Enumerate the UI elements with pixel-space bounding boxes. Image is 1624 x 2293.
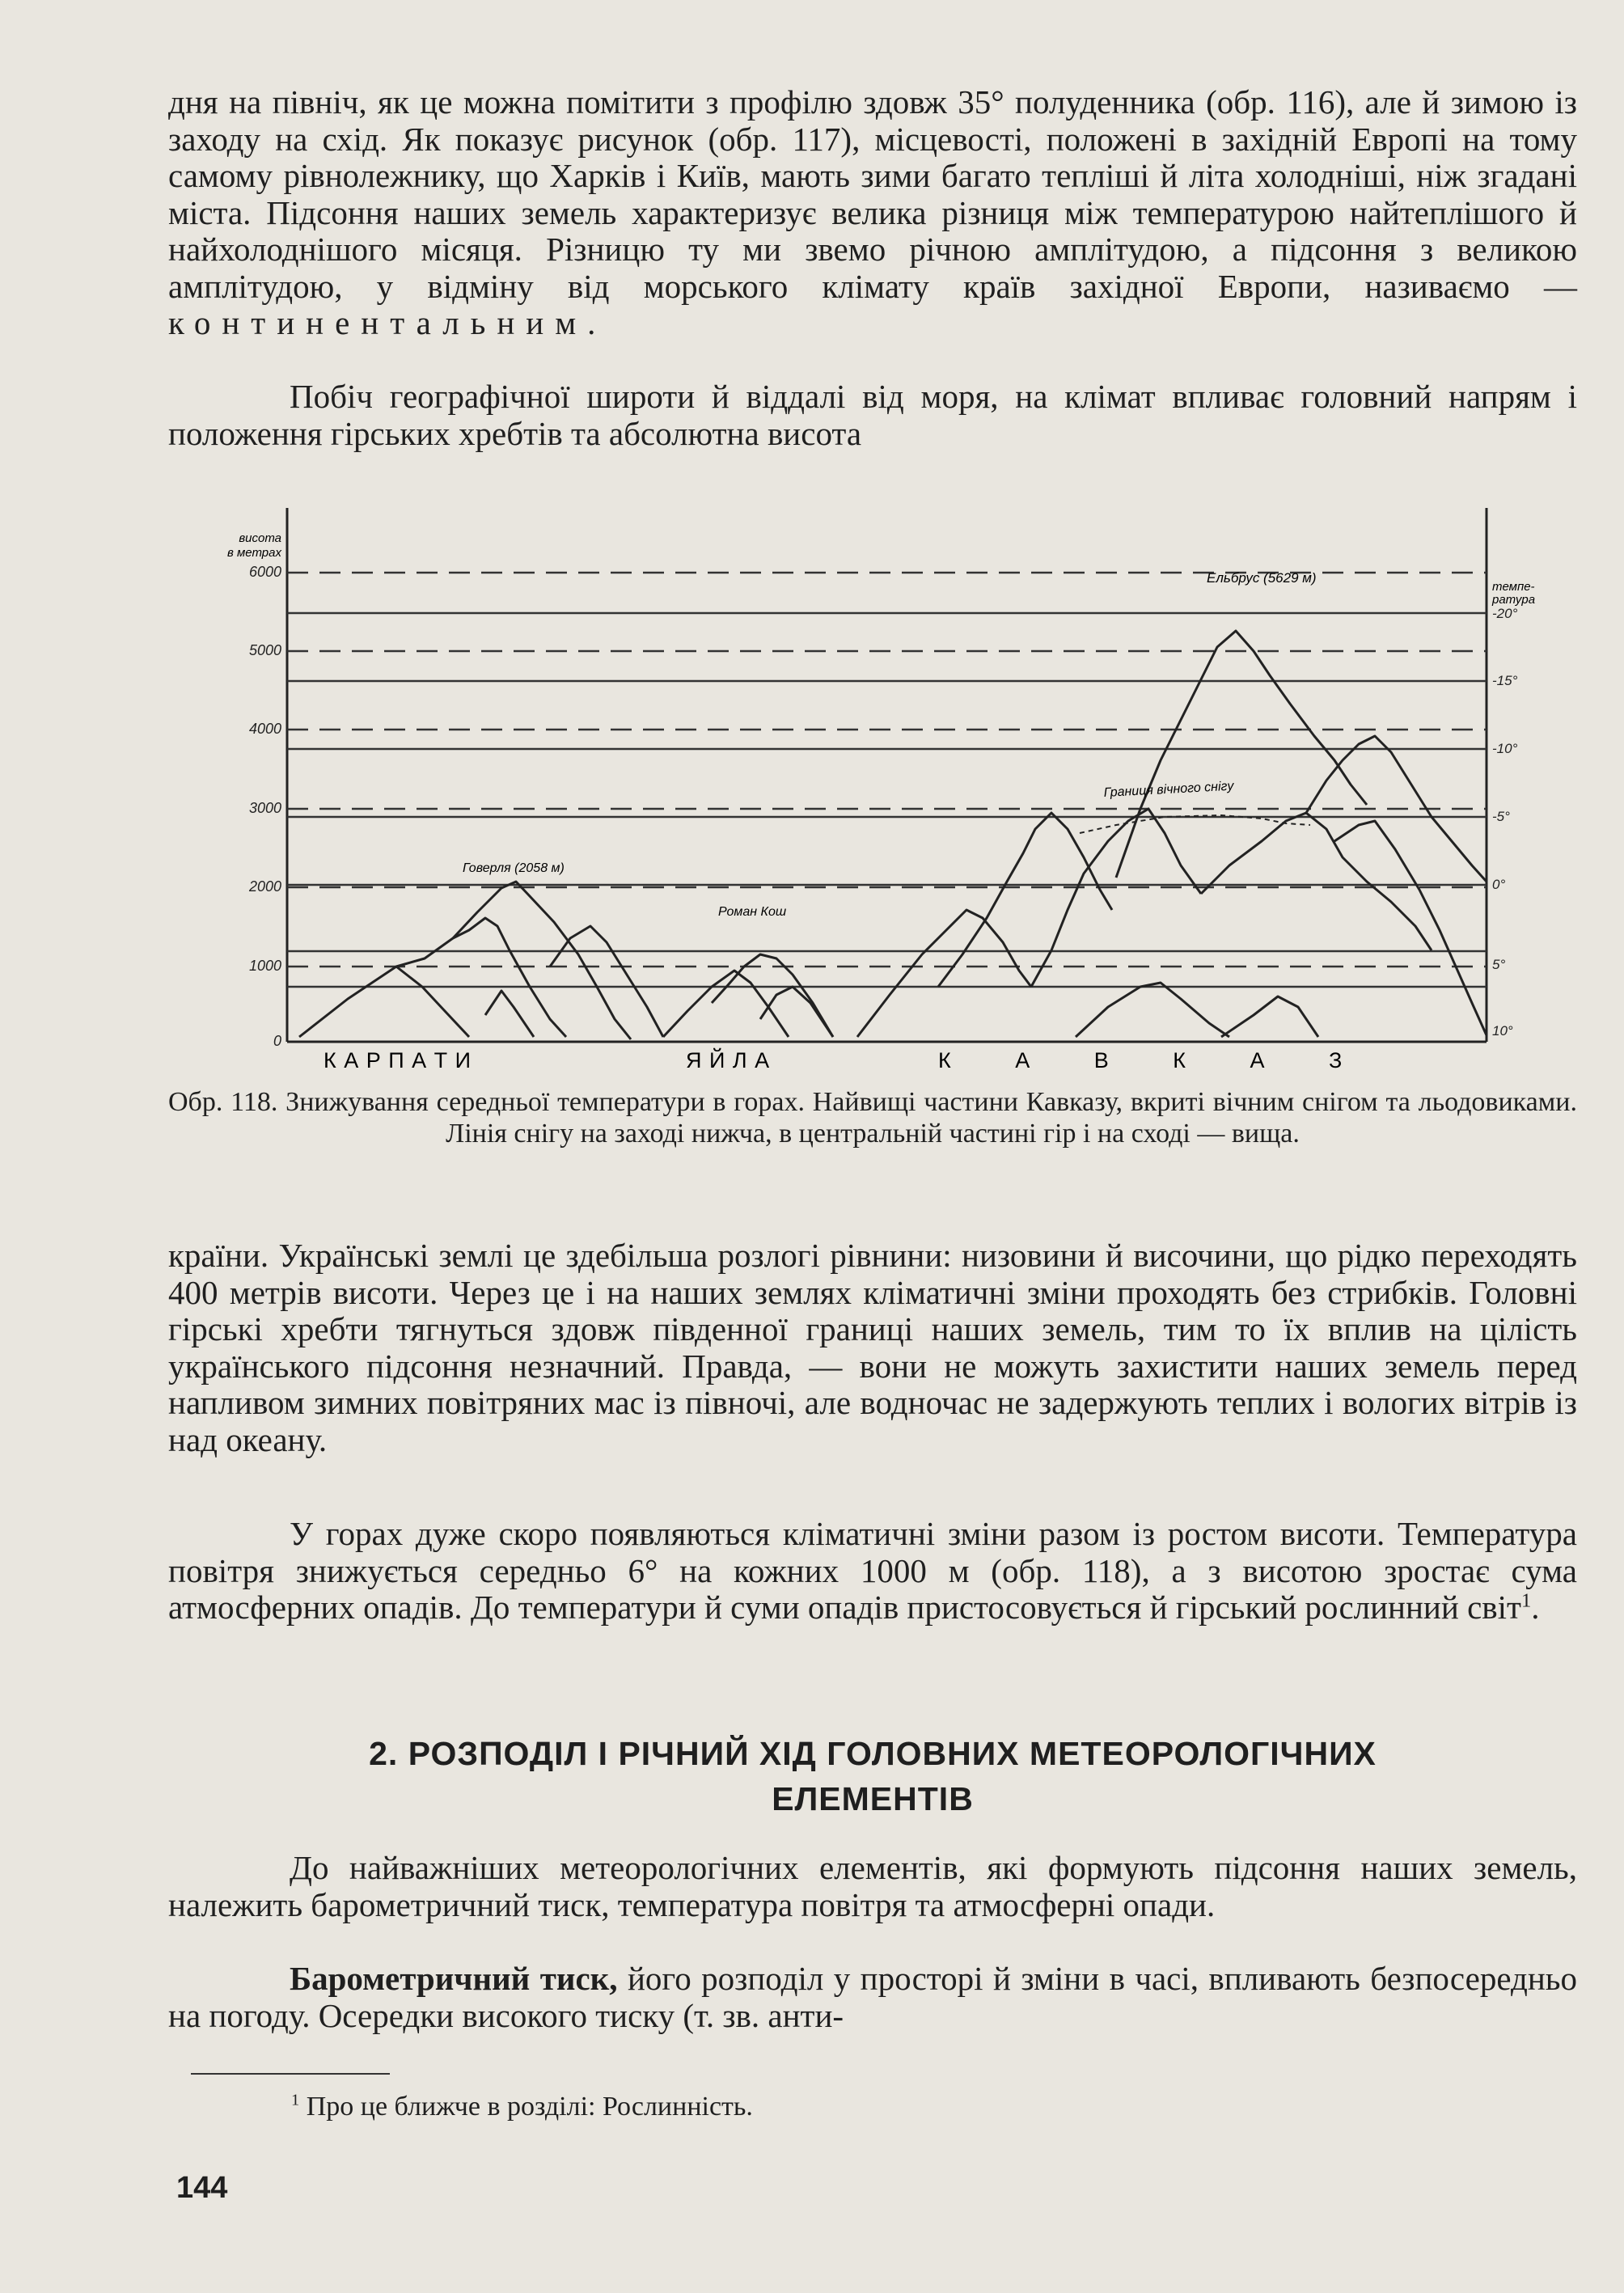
figure-temperature-profile [210,501,1536,1084]
region-karpaty: К А Р П А Т И [324,1048,472,1072]
tick-0: 0 [273,1033,281,1049]
term-continental: континентальним. [168,304,607,341]
paragraph-ukrainian-lands: країни. Українські землі це здебільша розлогі рівнини: низовини й височини, що рідко переходять 400 метрів висоти. Через це і на наших землях кліматичні зміни проходять без стрибків. Головні гірські хребти тягнуться здовж південної границі наших земель, тим то їх вплив на цілість українського підсоння незначний. Правда, — вони не можуть захистити наших земель перед напливом зимних повітряних мас із півночі, але водночас не задержують теплих і вологих вітрів із над океану. [168,1237,1577,1458]
left-axis-title-1: висота [239,531,281,545]
region-kavkaz: К А В К А З [938,1048,1343,1072]
figure-caption: Обр. 118. Знижування середньої температури в горах. Найвищі частини Кавказу, вкриті вічним снігом та льодовиками. Лінія снігу на заході нижча, в центральній частині гір і на сході — вища. [168,1087,1577,1149]
section-number: 2. [369,1735,399,1772]
paragraph-continued [168,84,1577,342]
section-heading [168,1731,1577,1821]
left-axis-title-2: в метрах [227,546,281,560]
caucasus-west [857,910,1031,1037]
caucasus-ridge-1 [938,813,1112,987]
paragraph-text: дня на північ, як це можна помітити з профілю здовж 35° полуденника (обр. 116), але й зимою із заходу на схід. Як показує рисунок (обр. 117), місцевості, положені в західній Европі на тому самому рівнолежнику, що Харків і Київ, мають зими багато тепліші й літа холодніші, ніж згадані міста. Підсоння наших земель характеризує велика різниця між температурою найтеплішого й найхолоднішого місяця. Різницю ту ми звемо річною амплітудою, а підсоння з великою амплітудою, у відміну від морського клімату країв західної Европи, називаємо — [168,83,1577,305]
page-number: 144 [176,2171,228,2205]
mountain-outlines [299,631,1487,1039]
label-hoverla: Говерля (2058 м) [463,861,565,875]
temp-tick-5: 5° [1492,957,1506,972]
tick-6000: 6000 [248,564,281,580]
right-axis-title-1: темпе- [1492,580,1535,594]
caucasus-elbrus [1116,631,1367,878]
temp-tick-minus15: -15° [1492,673,1518,688]
footnote-marker: 1 [291,2091,300,2109]
tick-2000: 2000 [248,878,281,895]
temp-tick-0: 0° [1492,877,1506,892]
caucasus-ridge-2 [1031,809,1201,987]
temp-tick-minus5: -5° [1492,809,1510,824]
tick-3000: 3000 [248,800,281,816]
carpathians-main [299,882,631,1039]
temp-tick-10: 10° [1492,1023,1513,1039]
right-axis-title-2: ратура [1492,593,1536,607]
temp-tick-minus10: -10° [1492,741,1518,756]
section-title-line1: РОЗПОДІЛ І РІЧНИЙ ХІД ГОЛОВНИХ МЕТЕОРОЛОГІЧНИХ [408,1735,1377,1772]
paragraph-end: . [1531,1589,1540,1626]
mountain-profile-chart [210,501,1536,1084]
term-barometric-pressure: Барометричний тиск, [290,1960,618,1997]
paragraph-barometric-pressure [168,1961,1577,2034]
paragraph-geography: Побіч географічної широти й віддалі від моря, на клімат впливає головний напрям і положення гірських хребтів та абсолютна висота [168,378,1577,452]
right-tick-labels [1492,606,1518,1039]
elevation-gridlines [287,573,1487,967]
footnote-rule [191,2073,390,2075]
paragraph-meteorological-elements: До найважніших метеорологічних елементів, які формують підсоння наших земель, належить барометричний тиск, температура повітря та атмосферні опади. [168,1849,1577,1923]
footnote-text: Про це ближче в розділі: Рослинність. [306,2092,753,2122]
footnote-reference: 1 [1520,1589,1532,1612]
tick-4000: 4000 [248,721,281,737]
caucasus-east [1201,813,1432,950]
label-elbrus: Ельбрус (5629 м) [1207,570,1317,586]
label-snow-line: Границя вічного снігу [1103,779,1234,800]
paragraph-text: У горах дуже скоро появляються кліматичні зміни разом із ростом висоти. Температура повітря знижується середньо 6° на кожних 1000 м (обр. 118), а з висотою зростає сума атмосферних опадів. До температури й суми опадів пристосовується й гірський рослинний світ [168,1515,1577,1626]
region-yayla: Я Й Л А [686,1048,771,1072]
paragraph-text: його розподіл у просторі й зміни в часі, впливають безпосередньо на погоду. Осередки високого тиску (т. зв. анти- [168,1960,1577,2034]
footnote [291,2091,753,2123]
paragraph-mountains [168,1516,1577,1627]
tick-5000: 5000 [248,642,281,658]
left-tick-labels [248,564,281,1049]
tick-1000: 1000 [248,958,281,974]
temp-tick-minus20: -20° [1492,606,1518,621]
section-title-line2: ЕЛЕМЕНТІВ [772,1780,974,1817]
label-roman-kosh: Роман Кош [718,905,787,919]
